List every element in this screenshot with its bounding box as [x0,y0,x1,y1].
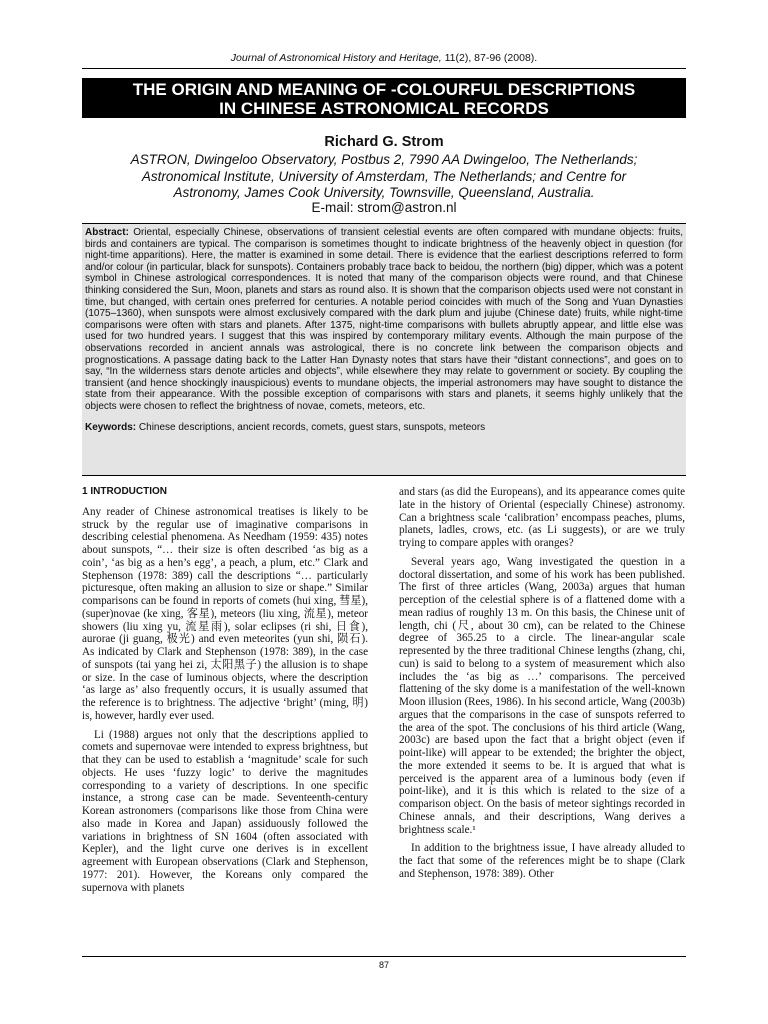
abstract-box [82,223,686,476]
column-right [399,486,685,887]
affiliation-line-1: ASTRON, Dwingeloo Observatory, Postbus 2, 7990 AA Dwingeloo, The Netherlands; [130,152,638,167]
section-heading: 1 INTRODUCTION [82,486,167,497]
journal-citation [82,52,686,69]
keywords-label: Keywords: [85,421,137,433]
paragraph: Several years ago, Wang investigated the question in a doctoral dissertation, and some of his work has been published. The first of three articles (Wang, 2003a) argues that human perception of the celestial sphere is of a flattened dome with a mean radius of roughly 13 m. On this basis, the Chinese unit of length, chi (尺, about 30 cm), can be related to the Chinese degree of 365.25 to a circle. The linear-angular scale represented by the three traditional Chinese lengths (zhang, chi, cun) is said to belong to a system of measurement which also includes the ‘as big as …’ comparisons. The perceived flattening of the sky dome is a manifestation of the well-known Moon illusion (Rees, 1986). In his second article, Wang (2003b) argues that the comparisons in the case of sunspots referred to the area of the spot. The conclusions of his third article (Wang, 2003c) are based upon the fact that a bright object (even if point-like) will appear to be extended; the brighter the object, the more extended it seems to be. It is argued that what is perceived is the apparent area of a luminous body (even if point-like), and it is this which is related to the size of a comparison object. On the basis of meteor sightings recorded in Chinese annals, and their descriptions, Wang derives a brightness scale.¹ [399,555,685,836]
abstract-label: Abstract: [85,227,129,238]
affiliation-line-2: Astronomical Institute, University of Amsterdam, The Netherlands; and Centre for [141,168,627,184]
paragraph: and stars (as did the Europeans), and its appearance comes quite late in the history of Oriental (especially Chinese) astronomy. Can a brightness scale ‘calibration’ encompass peaches, plums, planets, ladles, crows, etc. (as Li suggests), or are we truly trying to compare apples with oranges? [399,486,685,549]
paragraph: Li (1988) argues not only that the descriptions applied to comets and supernovae were intended to express brightness, but that they can be used to establish a ‘magnitude’ scale for such objects. He uses ‘fuzzy logic’ to derive the magnitudes corresponding to a variety of descriptions. In one specific instance, a strong case can be made. Seventeenth-century Korean astronomers (comparisons like those from China were also made in Korea and Japan) assiduously followed the variations in brightness of SN 1604 (often associated with Kepler), and the light curve one derives is in excellent agreement with European observations (Clark and Stephenson, 1977: 201). However, the Koreans only compared the supernova with planets [82,728,368,894]
paragraph: Any reader of Chinese astronomical treatises is likely to be struck by the regular use of imaginative comparisons in describing celestial phenomena. As Needham (1959: 435) notes about sunspots, “… their size is often described ‘as big as a coin’, ‘as big as a hen’s egg’, a peach, a plum, etc.” Clark and Stephenson (1978: 389) call the descriptions “… particularly picturesque, often making an allusion to size or shape.” Similar comparisons can be found in reports of comets (hui xing, 彗星), (super)novae (ke xing, 客星), meteors (liu xing, 流星), meteor showers (liu xing yu, 流星雨), solar eclipses (ri shi, 日食), aurorae (ji guang, 极光) and even meteorites (yun shi, 陨石). As indicated by Clark and Stephenson (1978: 389), in the case of sunspots (tai yang hei zi, 太阳黑子) the allusion is to shape or size. In the case of luminous objects, where the description ‘as large as’ also frequently occurs, it is usually assumed that the reference is to brightness. The adjective ‘bright’ (ming, 明) is, however, hardly ever used. [82,505,368,722]
column-left [82,486,368,900]
author-affiliation [82,152,686,202]
title-line-1: THE ORIGIN AND MEANING OF -COLOURFUL DESCRIPTIONS [132,80,636,99]
footer-rule [82,956,686,957]
author-name: Richard G. Strom [324,134,444,150]
author-email: E-mail: strom@astron.nl [311,200,457,215]
abstract-text: Oriental, especially Chinese, observations of transient celestial events are often compared with mundane objects: fruits, birds and containers are typical. The comparison is sometimes thought to indicate brightness of the heavenly object in question (for night-time apparitions). Here, the matter is examined in some detail. There is evidence that the earliest descriptions referred to form and/or colour (in particular, black for sunspots). Containers probably trace back to beidou, the northern (big) dipper, which was a potent symbol in Chinese astrological correspondences. It is noted that many of the comparison objects were round, and that Chinese thinking considered the Sun, Moon, planets and stars as round also. It is shown that the comparison objects used were not constant in time, but changed, with certain ones preferred for centuries. A notable period coincides with much of the Song and Yuan Dynasties (1075–1360), when sunspots were almost exclusively compared with the dark plum and jujube (Chinese date) fruits, while night-time comparisons were often with stars and planets. After 1375, night-time comparisons with bullets abruptly appear, and little else was used for two hundred years. I suggest that this was inspired by contemporary military events. Although the main purpose of the observations recorded in ancient annals was astrological, there is no concrete link between the comparison objects and prognostications. A passage dating back to the Latter Han Dynasty notes that stars have their “distant connections”, and goes on to say, “In the wilderness stars denote articles and objects”, while elsewhere they may relate to government or society. By coupling the transient (and hence shockingly inauspicious) events to mundane objects, the imperial astronomers may have sought to distance the state from their appearance. With the possible exception of comparisons with stars and planets, it seems highly unlikely that the objects were chosen to reflect the brightness of novae, comets, meteors, etc. [85,227,684,412]
title-line-2: IN CHINESE ASTRONOMICAL RECORDS [219,99,549,118]
affiliation-line-3: Astronomy, James Cook University, Townsville, Queensland, Australia. [173,185,595,200]
keywords [85,422,683,434]
paragraph: In addition to the brightness issue, I have already alluded to the fact that some of the references might be to shape (Clark and Stephenson, 1978: 389). Other [399,842,685,880]
journal-name: Journal of Astronomical History and Heritage, [230,52,442,64]
keywords-text: Chinese descriptions, ancient records, comets, guest stars, sunspots, meteors [138,421,486,433]
paper-title [82,78,686,118]
page-number: 87 [378,960,389,970]
abstract [85,227,683,413]
journal-volume: 11(2), 87-96 (2008). [444,52,538,64]
